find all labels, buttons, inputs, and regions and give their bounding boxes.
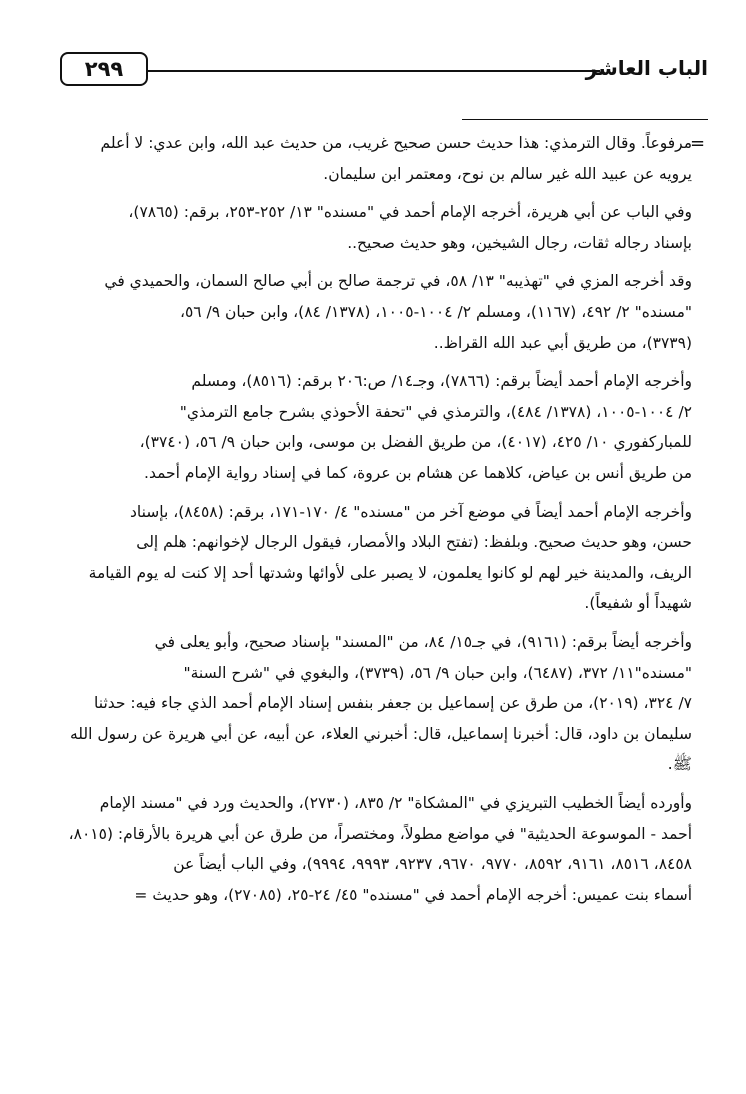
text-line: حسن، وهو حديث صحيح. وبلفظ: (تفتح البلاد والأمصار، فيقول الرجال لإخوانهم: هلم إلى [136,533,692,552]
honorific-seal-icon: ﷺ. [667,754,692,774]
text-line: الريف، والمدينة خير لهم لو كانوا يعلمون، لا يصبر على لأوائها وشدتها أحد إلا كنت له يوم القيامة [88,563,692,582]
text-line: أحمد - الموسوعة الحديثية" في مواضع مطولاً، ومختصراً، من طرق عن أبي هريرة بالأرقام: (٨٠١٥، [68,824,692,843]
text-line: ٢/ ١٠٠٤-١٠٠٥، (١٣٧٨/ ٤٨٤)، والترمذي في "تحفة الأحوذي بشرح جامع الترمذي" [179,402,692,421]
text-line: بإسناد رجاله ثقات، رجال الشيخين، وهو حديث صحيح.. [347,233,692,252]
text-line: "مسنده" ٢/ ٤٩٢، (١١٦٧)، ومسلم ٢/ ١٠٠٤-١٠٠٥، (١٣٧٨/ ٨٤)، وابن حبان ٩/ ٥٦، [179,302,692,321]
text-line: سليمان بن داود، قال: أخبرنا إسماعيل، قال: أخبرني العلاء، عن أبيه، عن أبي هريرة عن رسول الله [69,724,692,743]
footnote-paragraph [50,197,692,258]
footnote-paragraph [50,788,692,910]
text-line: (٣٧٣٩)، من طريق أبي عبد الله القراظ.. [433,333,692,352]
text-line: يرويه عن عبيد الله غير سالم بن نوح، ومعتمر ابن سليمان. [323,164,692,183]
text-line: ٧/ ٣٢٤، (٢٠١٩)، من طرق عن إسماعيل بن جعفر بنفس إسناد الإمام أحمد الذي جاء فيه: حدثنا [94,694,692,713]
text-line: وأخرجه أيضاً برقم: (٩١٦١)، في جـ١٥/ ٨٤، من "المسند" بإسناد صحيح، وأبو يعلى في [154,632,692,651]
footnote-paragraph [50,128,692,189]
footnote-paragraph [50,266,692,358]
text-line: أسماء بنت عميس: أخرجه الإمام أحمد في "مسنده" ٤٥/ ٢٤-٢٥، (٢٧٠٨٥)، وهو حديث = [134,885,692,904]
text-line: من طريق أنس بن عياض، كلاهما عن هشام بن عروة، كما في إسناد رواية الإمام أحمد. [144,463,692,482]
text-line: وأخرجه الإمام أحمد أيضاً برقم: (٧٨٦٦)، وجـ١٤/ ص:٢٠٦ برقم: (٨٥١٦)، ومسلم [191,372,692,391]
text-line: وأورده أيضاً الخطيب التبريزي في "المشكاة" ٢/ ٨٣٥، (٢٧٣٠)، والحديث ورد في "مسند الإمام [99,794,692,813]
footnote-body [50,128,692,918]
text-line: وفي الباب عن أبي هريرة، أخرجه الإمام أحمد في "مسنده" ١٣/ ٢٥٢-٢٥٣، برقم: (٧٨٦٥)، [128,203,692,222]
text-line: وأخرجه الإمام أحمد أيضاً في موضع آخر من "مسنده" ٤/ ١٧٠-١٧١، برقم: (٨٤٥٨)، بإسناد [129,502,692,521]
text-line: وقد أخرجه المزي في "تهذيبه" ١٣/ ٥٨، في ترجمة صالح بن أبي صالح السمان، والحميدي في [104,272,692,291]
text-line [50,749,692,780]
header-rule [146,70,600,72]
footnote-paragraph [50,366,692,488]
page-number: ٢٩٩ [60,52,148,86]
text-line: مرفوعاً. وقال الترمذي: هذا حديث حسن صحيح غريب، من حديث عبد الله، وابن عدي: لا أعلم [100,134,692,152]
footnote-paragraph [50,627,692,780]
footnote-divider [462,119,708,120]
text-line: للمباركفوري ١٠/ ٤٢٥، (٤٠١٧)، من طريق الفضل بن موسى، وابن حبان ٩/ ٥٦، (٣٧٤٠)، [139,433,692,452]
text-line: ٨٤٥٨، ٨٥١٦، ٩١٦١، ٨٥٩٢، ٩٧٧٠، ٩٦٧٠، ٩٢٣٧، ٩٩٩٣، ٩٩٩٤)، وفي الباب أيضاً عن [173,855,692,874]
footnote-paragraph [50,497,692,619]
footnote-continuation-mark: = [690,133,706,154]
text-line: "مسنده"١١/ ٣٧٢، (٦٤٨٧)، وابن حبان ٩/ ٥٦، (٣٧٣٩)، والبغوي في "شرح السنة" [183,663,692,682]
text-line: شهيداً أو شفيعاً). [584,594,692,613]
chapter-title: الباب العاشر [585,56,708,80]
running-header [60,52,708,92]
